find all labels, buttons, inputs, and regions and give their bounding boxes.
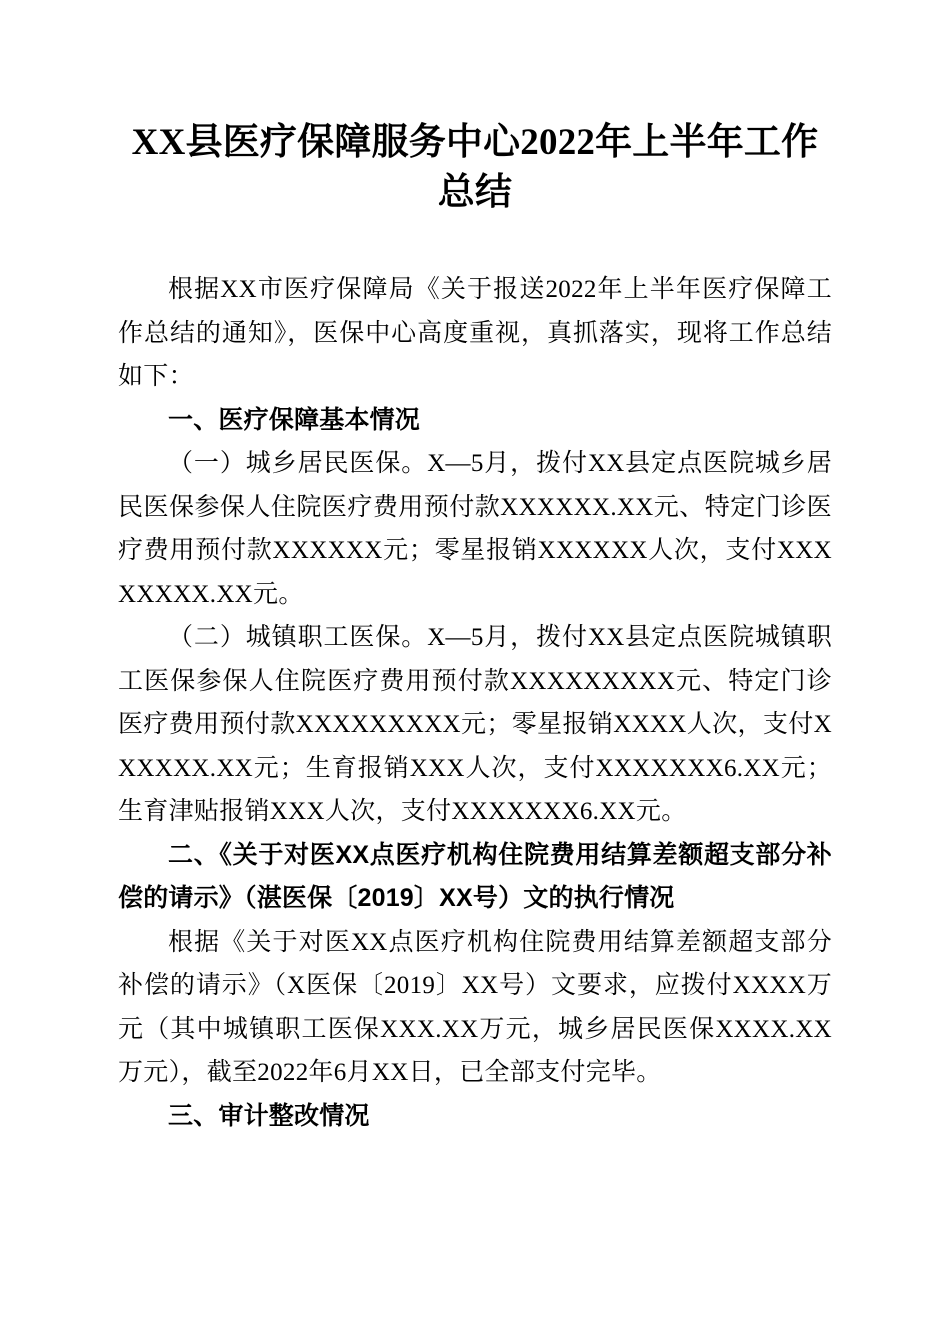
section-heading-2: 二、《关于对医XX点医疗机构住院费用结算差额超支部分补偿的请示》（湛医保〔2019〕XX号）文的执行情况	[118, 840, 832, 912]
document-content	[118, 268, 832, 1138]
section-heading-1: 一、医疗保障基本情况	[168, 405, 421, 434]
title-spacer	[118, 224, 832, 268]
document-body	[118, 118, 832, 1138]
section-paragraph-2-1: 根据《关于对医XX点医疗机构住院费用结算差额超支部分补偿的请示》（X医保〔2019〕XX号）文要求，应拨付XXXX万元（其中城镇职工医保XXX.XX万元，城乡居民医保XXXX.XX万元），截至2022年6月XX日，已全部支付完毕。	[118, 928, 832, 1086]
subsection-paragraph-1-2: （二）城镇职工医保。X—5月，拨付XX县定点医院城镇职工医保参保人住院医疗费用预付款XXXXXXXXX元、特定门诊医疗费用预付款XXXXXXXXX元；零星报销XXXX人次，支付XXXXXX.XX元；生育报销XXX人次，支付XXXXXXX6.XX元；生育津贴报销XXX人次，支付XXXXXXX6.XX元。	[118, 624, 832, 825]
page-title: XX县医疗保障服务中心2022年上半年工作总结	[131, 122, 819, 213]
section-heading-3: 三、审计整改情况	[168, 1101, 370, 1130]
subsection-paragraph-1-1: （一）城乡居民医保。X—5月，拨付XX县定点医院城乡居民医保参保人住院医疗费用预付款XXXXXX.XX元、特定门诊医疗费用预付款XXXXXX元；零星报销XXXXXX人次，支付XXXXXXXX.XX元。	[118, 450, 832, 608]
intro-paragraph: 根据XX市医疗保障局《关于报送2022年上半年医疗保障工作总结的通知》，医保中心高度重视，真抓落实，现将工作总结如下：	[118, 276, 832, 390]
